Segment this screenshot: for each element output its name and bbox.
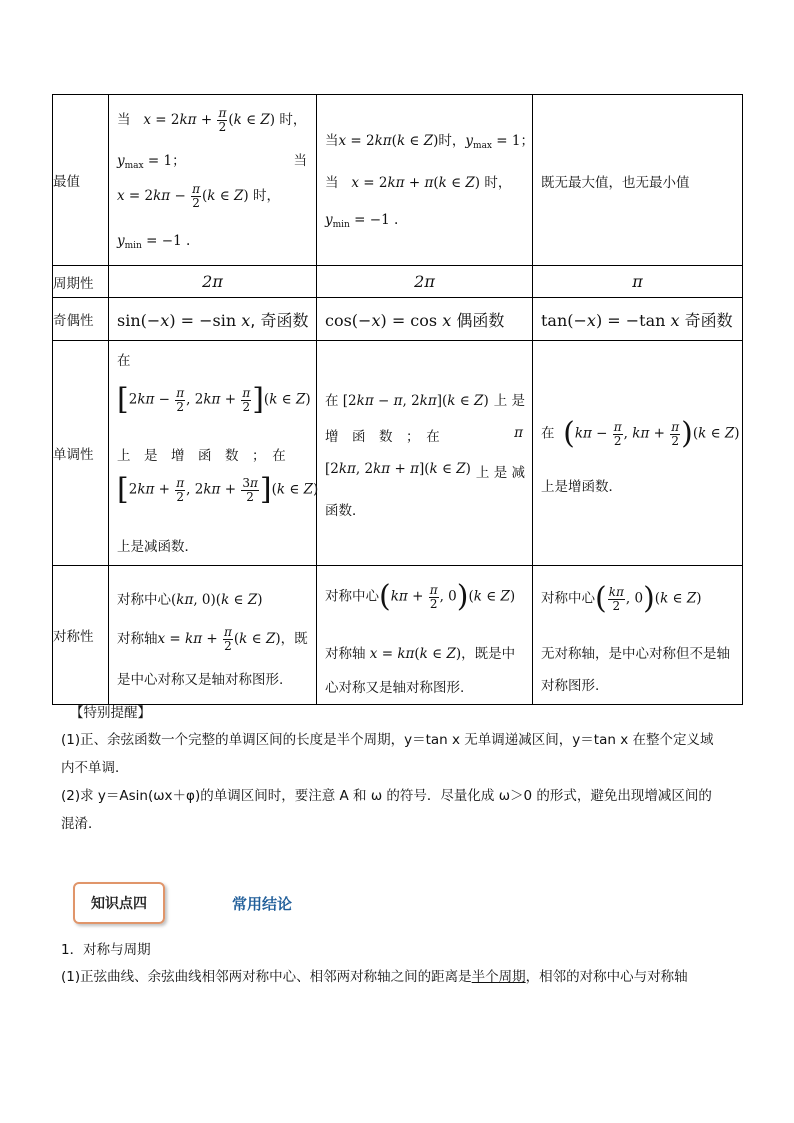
conclusion-underlined: 半个周期 xyxy=(471,969,526,985)
row-label-monotonic: 单调性 xyxy=(53,341,109,566)
subsection-title: 1．对称与周期 xyxy=(61,942,151,958)
extreme-cos-when2: 当 xyxy=(325,175,339,191)
extreme-sin-when: 当 xyxy=(117,112,131,128)
sym-sin-l2b: ，既 xyxy=(280,631,308,647)
row-label-extreme: 最值 xyxy=(53,95,109,266)
period-tan: π xyxy=(533,266,743,298)
row-monotonic xyxy=(53,341,743,566)
extreme-cos-when-end: 时， xyxy=(438,133,466,149)
mono-tan-l2: 上是增函数． xyxy=(541,479,622,495)
remark-title: 【特别提醒】 xyxy=(70,705,151,721)
extreme-tan-text: 既无最大值，也无最小值 xyxy=(541,175,690,191)
row-extreme xyxy=(53,95,743,266)
period-cos: 2π xyxy=(317,266,533,298)
extreme-sin-when-end: 时， xyxy=(279,112,307,128)
sym-sin-cell: 对称中心(kπ, 0)(k ∈ Z) 对称轴x = kπ + $\frac{\pi}{2}$ (k ∈ Z)，既 是中心对称又是轴对称图形. xyxy=(109,566,317,705)
parity-tan: tan(−x) = −tan x 奇函数 xyxy=(533,298,743,341)
sym-cos-l2b: ，既是中 xyxy=(461,646,516,662)
parity-cos-text: 偶函数 xyxy=(456,310,505,330)
mono-cos-l4: 函数． xyxy=(325,503,366,519)
mono-cos-l1a: 在 xyxy=(325,393,339,409)
sym-cos-l2a: 对称轴 xyxy=(325,646,366,662)
extreme-tan-cell xyxy=(533,95,743,266)
sym-tan-l3: 对称图形. xyxy=(541,678,600,694)
properties-table xyxy=(52,94,743,705)
sym-sin-l1: 对称中心 xyxy=(117,592,171,608)
sym-cos-cell: 对称中心(kπ + $\frac{\pi}{2}$ , 0)(k ∈ Z) 对称轴 x = kπ(k ∈ Z)，既是中 心对称又是轴对称图形. xyxy=(317,566,533,705)
conclusion-line xyxy=(61,968,688,986)
row-symmetry xyxy=(53,566,743,705)
sym-tan-l1: 对称中心 xyxy=(541,590,595,607)
row-label-period: 周期性 xyxy=(53,266,109,298)
extreme-cos-when2-end: 时， xyxy=(484,175,512,191)
sym-cos-l3: 心对称又是轴对称图形. xyxy=(325,680,465,696)
period-sin: 2π xyxy=(109,266,317,298)
mono-cos-l1b: 上 是 xyxy=(493,393,525,409)
mono-sin-l5: 上是减函数． xyxy=(117,539,198,555)
mono-cos-cell: 在 [2kπ − π, 2kπ](k ∈ Z) 上 是 增 函 数 ； 在 π [2kπ, 2kπ + π](k ∈ Z) 上 是 减 函数． xyxy=(317,341,533,566)
row-period xyxy=(53,266,743,298)
parity-tan-text: 奇函数 xyxy=(684,310,733,330)
sym-tan-l2: 无对称轴，是中心对称但不是轴 xyxy=(541,646,730,662)
row-label-parity: 奇偶性 xyxy=(53,298,109,341)
extreme-cos-when: 当 xyxy=(325,133,339,149)
remark-line-3: (2)求 y＝Asin(ωx＋φ)的单调区间时，要注意 A 和 ω 的符号．尽量化成 ω＞0 的形式，避免出现增减区间的 xyxy=(61,788,712,804)
conclusion-line-a: (1)正弦曲线、余弦曲线相邻两对称中心、相邻两对称轴之间的距离是 xyxy=(61,969,472,985)
mono-sin-l3: 上 是 增 函 数 ； 在 xyxy=(117,448,286,464)
extreme-sin-cell: 当 x = 2kπ + $\frac{\pi}{2}$ (k ∈ Z) 时， $y_{max} = 1$； 当 x = 2kπ − $\frac{\pi}{2}$ (k ∈ Z) 时， $y_{min} = -1$ . xyxy=(109,95,317,266)
mono-sin-cell: 在 [2kπ − $\frac{\pi}{2}$ , 2kπ + $\frac{\pi}{2}$ ](k ∈ Z) 上 是 增 函 数 ； 在 [2kπ + $\frac{\pi}{2}$ , 2kπ + $\frac{3\pi}{2}$ ](k ∈ Z) 上是减函数． xyxy=(109,341,317,566)
mono-cos-l3b: 上 是 减 xyxy=(475,465,525,481)
row-label-symmetry: 对称性 xyxy=(53,566,109,705)
conclusion-line-b: ，相邻的对称中心与对称轴 xyxy=(525,969,688,985)
sym-cos-l1: 对称中心 xyxy=(325,588,379,605)
mono-cos-l2: 增 函 数 ； 在 xyxy=(325,429,440,445)
sym-sin-l3: 是中心对称又是轴对称图形. xyxy=(117,672,284,688)
mono-tan-cell: 在 (kπ − $\frac{\pi}{2}$ , kπ + $\frac{\pi}{2}$ )(k ∈ Z) 上是增函数． xyxy=(533,341,743,566)
extreme-sin-semi: ； xyxy=(172,153,186,169)
section-title: 常用结论 xyxy=(232,895,293,913)
remark-line-1: (1)正、余弦函数一个完整的单调区间的长度是半个周期，y＝tan x 无单调递减区间，y＝tan x 在整个定义域 xyxy=(61,732,714,748)
extreme-cos-cell: 当x = 2kπ(k ∈ Z)时，$y_{max} = 1$； 当 x = 2kπ + π(k ∈ Z) 时， $y_{min} = -1$ . xyxy=(317,95,533,266)
mono-tan-l1: 在 xyxy=(541,425,555,442)
sym-tan-cell: 对称中心( $\frac{k\pi}{2}$ , 0)(k ∈ Z) 无对称轴，是中心对称但不是轴 对称图形. xyxy=(533,566,743,705)
remark-line-4: 混淆． xyxy=(61,816,102,832)
parity-cos: cos(−x) = cos x 偶函数 xyxy=(317,298,533,341)
row-parity xyxy=(53,298,743,341)
parity-sin: sin(−x) = −sin x, 奇函数 xyxy=(109,298,317,341)
parity-sin-text: 奇函数 xyxy=(260,310,309,330)
mono-sin-l1: 在 xyxy=(117,353,131,369)
sym-sin-l2a: 对称轴 xyxy=(117,631,158,647)
extreme-sin-when2-end: 时， xyxy=(252,188,280,204)
extreme-sin-when2: 当 xyxy=(293,153,307,169)
remark-line-2: 内不单调． xyxy=(61,760,129,776)
section-badge: 知识点四 xyxy=(73,882,165,924)
